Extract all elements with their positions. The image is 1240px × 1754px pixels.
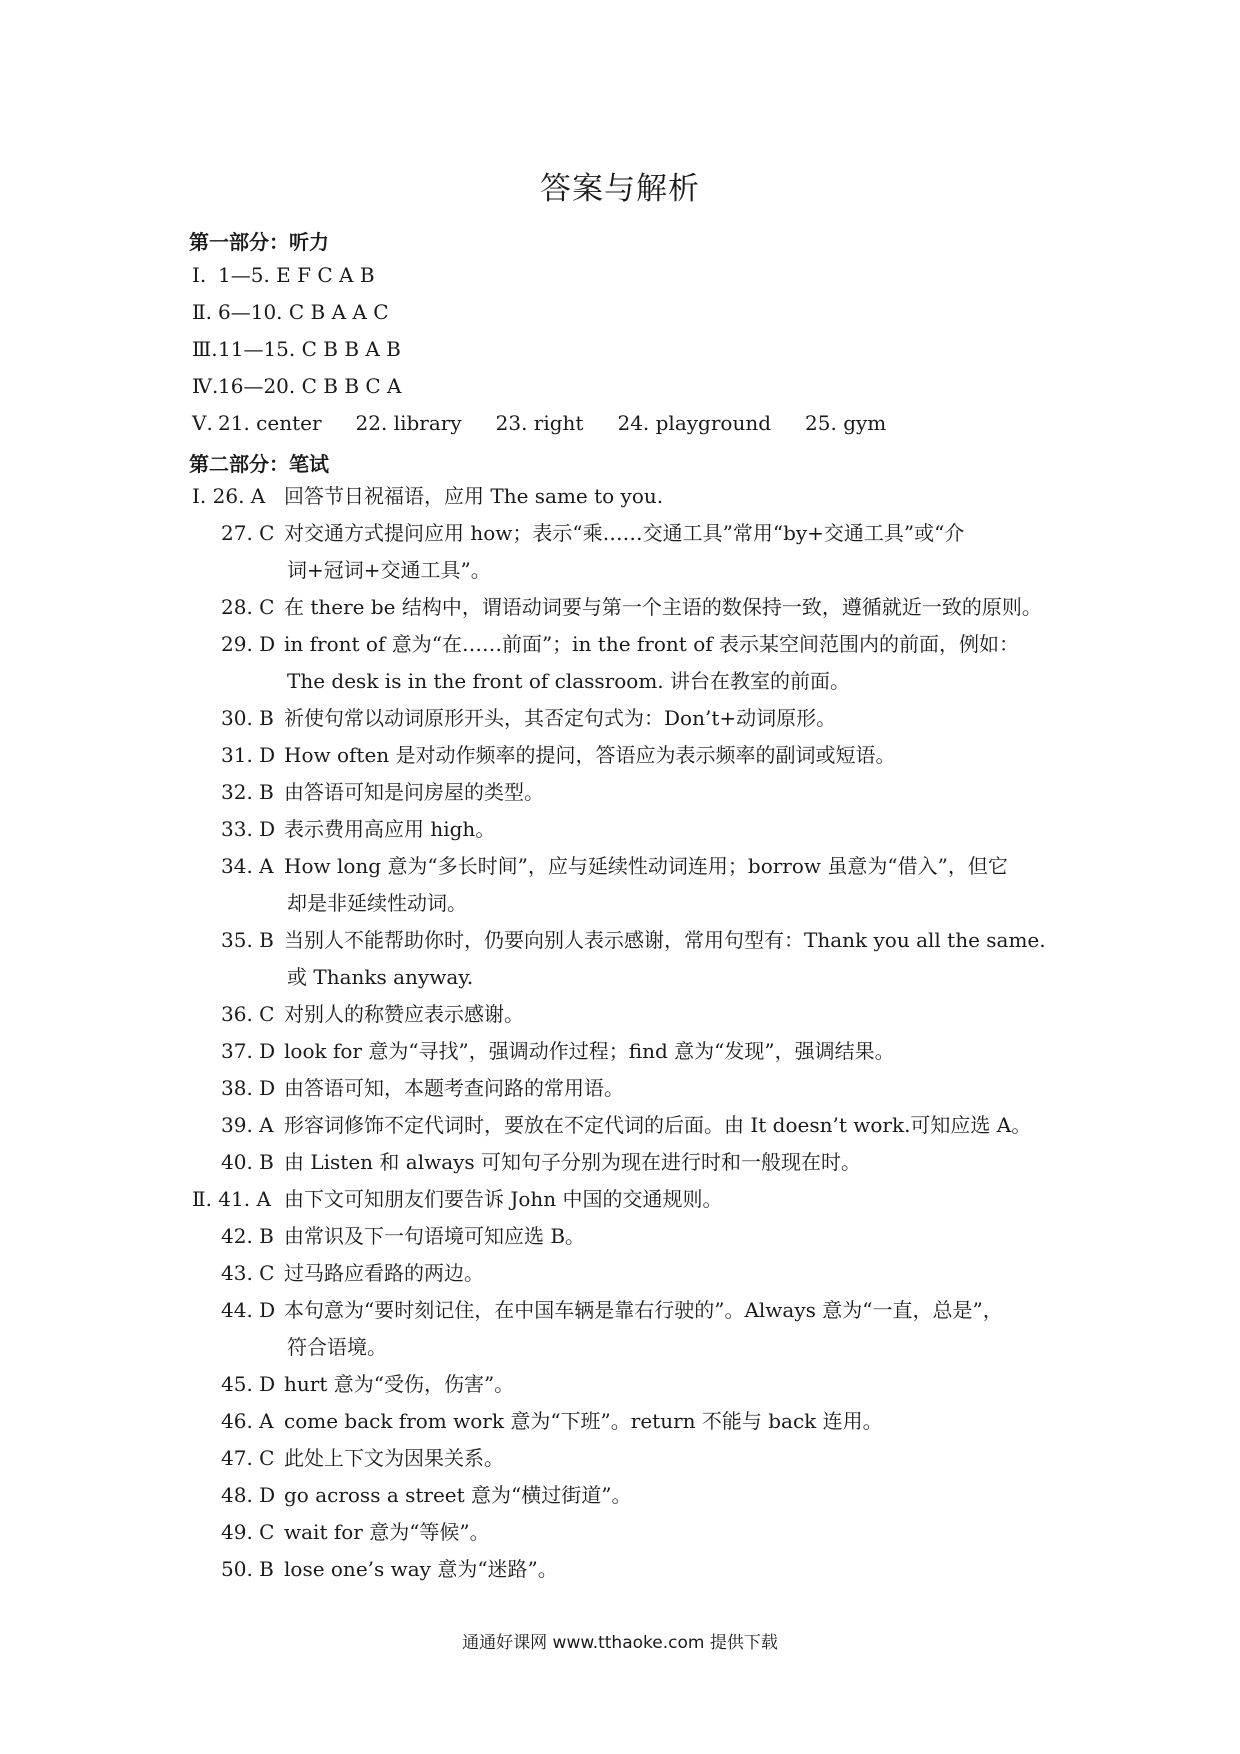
answer-item — [221, 700, 1061, 737]
answer-item — [221, 1477, 1061, 1514]
item-explanation: 形容词修饰不定代词时，要放在不定代词的后面。由 It doesn’t work.可知应选 A。 — [284, 1113, 1032, 1137]
answer-item — [221, 1514, 1061, 1551]
roman-numeral: Ⅲ. — [192, 337, 218, 361]
answer-item — [221, 774, 1061, 811]
item-explanation: 由答语可知，本题考查问路的常用语。 — [284, 1076, 624, 1100]
blank-answer: 24. playground — [617, 411, 772, 435]
item-explanation: lose one’s way 意为“迷路”。 — [284, 1557, 558, 1581]
item-number: 35. B — [221, 928, 274, 952]
answer-item — [221, 1440, 1061, 1477]
listening-row-2 — [192, 300, 389, 324]
roman-numeral: Ⅴ. — [192, 411, 213, 435]
item-explanation: 对交通方式提问应用 how；表示“乘……交通工具”常用“by+交通工具”或“介 — [284, 521, 965, 545]
item-number: 47. C — [221, 1446, 275, 1470]
answer-item — [221, 626, 1061, 700]
item-number: 29. D — [221, 632, 276, 656]
item-number: 44. D — [221, 1298, 276, 1322]
answer-item — [221, 1403, 1061, 1440]
item-explanation: 回答节日祝福语，应用 The same to you. — [284, 484, 664, 508]
item-number: 46. A — [221, 1409, 274, 1433]
answers: 1—5. E F C A B — [218, 263, 375, 287]
roman-numeral: Ⅱ. — [192, 300, 212, 324]
item-explanation: 此处上下文为因果关系。 — [284, 1446, 504, 1470]
item-number: Ⅰ. 26. A — [192, 484, 266, 508]
item-explanation: 当别人不能帮助你时，仍要向别人表示感谢，常用句型有：Thank you all the same. — [284, 928, 1046, 952]
blank-answer: 21. center — [218, 411, 322, 435]
answer-item — [221, 1107, 1061, 1144]
answers: 16—20. C B B C A — [218, 374, 402, 398]
item-explanation: look for 意为“寻找”，强调动作过程；find 意为“发现”，强调结果。 — [284, 1039, 895, 1063]
roman-numeral: Ⅰ. — [192, 263, 207, 287]
blank-answer: 22. library — [355, 411, 462, 435]
item-explanation: 对别人的称赞应表示感谢。 — [284, 1002, 524, 1026]
item-explanation: wait for 意为“等候”。 — [284, 1520, 490, 1544]
item-number: 50. B — [221, 1557, 274, 1581]
item-explanation: go across a street 意为“横过街道”。 — [284, 1483, 632, 1507]
answer-item — [221, 1366, 1061, 1403]
answer-item — [221, 1292, 1061, 1366]
item-explanation: How long 意为“多长时间”，应与延续性动词连用；borrow 虽意为“借入”，但它 — [284, 854, 1008, 878]
answer-item — [221, 515, 1061, 589]
answers: 11—15. C B B A B — [218, 337, 401, 361]
roman-numeral: Ⅳ. — [192, 374, 219, 398]
item-explanation: 由 Listen 和 always 可知句子分别为现在进行时和一般现在时。 — [284, 1150, 862, 1174]
answer-item — [192, 478, 1032, 515]
answer-item — [221, 1033, 1061, 1070]
listening-row-5 — [192, 411, 920, 435]
page-title: 答案与解析 — [540, 171, 700, 207]
item-explanation-cont: 却是非延续性动词。 — [287, 891, 467, 915]
item-explanation: How often 是对动作频率的提问，答语应为表示频率的副词或短语。 — [284, 743, 896, 767]
item-number: 27. C — [221, 521, 275, 545]
listening-row-4 — [192, 374, 402, 398]
listening-row-1 — [192, 263, 375, 287]
listening-row-3 — [192, 337, 401, 361]
item-number: 37. D — [221, 1039, 276, 1063]
item-explanation-cont: The desk is in the front of classroom. 讲台在教室的前面。 — [287, 669, 851, 693]
answers: 6—10. C B A A C — [218, 300, 389, 324]
item-number: 28. C — [221, 595, 275, 619]
item-number: 33. D — [221, 817, 276, 841]
answer-item — [221, 1070, 1061, 1107]
answer-item — [192, 1181, 1032, 1218]
item-number: 40. B — [221, 1150, 274, 1174]
item-explanation: 过马路应看路的两边。 — [284, 1261, 484, 1285]
item-number: 48. D — [221, 1483, 276, 1507]
item-explanation: come back from work 意为“下班”。return 不能与 back 连用。 — [284, 1409, 883, 1433]
item-number: 43. C — [221, 1261, 275, 1285]
answer-item — [221, 996, 1061, 1033]
part1-heading: 第一部分：听力 — [189, 230, 329, 254]
answer-item — [221, 811, 1061, 848]
item-explanation: in front of 意为“在……前面”；in the front of 表示某空间范围内的前面，例如： — [284, 632, 1019, 656]
item-number: 32. B — [221, 780, 274, 804]
answer-item — [221, 848, 1061, 922]
item-number: 42. B — [221, 1224, 274, 1248]
item-number: 30. B — [221, 706, 274, 730]
blank-answer: 25. gym — [805, 411, 887, 435]
item-explanation-cont: 符合语境。 — [287, 1335, 387, 1359]
item-explanation: 由答语可知是问房屋的类型。 — [284, 780, 544, 804]
item-number: 45. D — [221, 1372, 276, 1396]
answer-item — [221, 1551, 1061, 1588]
part2-heading: 第二部分：笔试 — [189, 452, 329, 476]
answer-item — [221, 737, 1061, 774]
item-explanation: 由下文可知朋友们要告诉 John 中国的交通规则。 — [284, 1187, 723, 1211]
item-explanation: 本句意为“要时刻记住，在中国车辆是靠右行驶的”。Always 意为“一直，总是”， — [284, 1298, 1003, 1322]
answer-item — [221, 1144, 1061, 1181]
item-explanation: hurt 意为“受伤，伤害”。 — [284, 1372, 515, 1396]
item-number: 49. C — [221, 1520, 275, 1544]
answer-item — [221, 922, 1061, 996]
item-number: 38. D — [221, 1076, 276, 1100]
answer-item — [221, 589, 1061, 626]
item-explanation: 表示费用高应用 high。 — [284, 817, 496, 841]
answer-item — [221, 1255, 1061, 1292]
item-explanation: 由常识及下一句语境可知应选 B。 — [284, 1224, 586, 1248]
footer-source: 通通好课网 www.tthaoke.com 提供下载 — [462, 1633, 778, 1653]
item-number: 39. A — [221, 1113, 274, 1137]
item-number: 34. A — [221, 854, 274, 878]
blank-answer: 23. right — [495, 411, 584, 435]
item-explanation: 在 there be 结构中，谓语动词要与第一个主语的数保持一致，遵循就近一致的原则。 — [284, 595, 1042, 619]
item-number: Ⅱ. 41. A — [192, 1187, 271, 1211]
item-explanation-cont: 词+冠词+交通工具”。 — [287, 558, 491, 582]
item-number: 31. D — [221, 743, 276, 767]
item-explanation: 祈使句常以动词原形开头，其否定句式为：Don’t+动词原形。 — [284, 706, 837, 730]
answer-item — [221, 1218, 1061, 1255]
item-explanation-cont: 或 Thanks anyway. — [287, 965, 474, 989]
item-number: 36. C — [221, 1002, 275, 1026]
